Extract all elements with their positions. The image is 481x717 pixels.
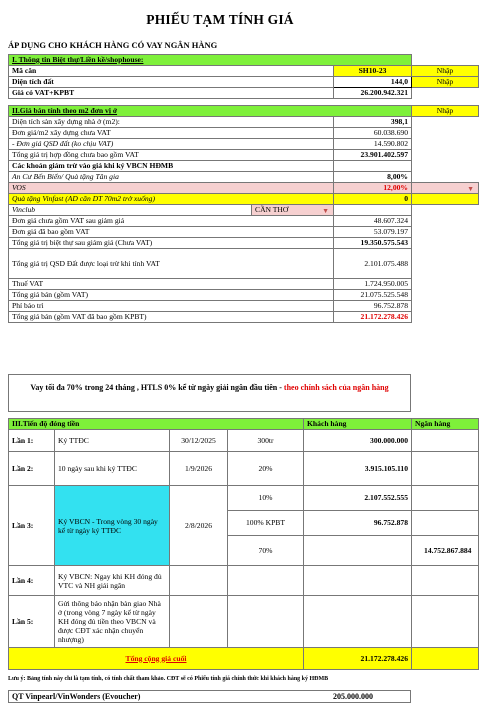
table-row [9,194,479,205]
input-button[interactable]: Nhập [412,106,479,117]
vos-dropdown[interactable] [412,183,479,194]
row-label: Tổng giá bán (gồm VAT đã bao gồm KPBT) [9,312,334,323]
customer-amount [304,596,412,648]
col-customer-header: Khách hàng [304,419,412,430]
round-label: Lần 1: [9,430,55,452]
section2-header: II.Giá bán tính theo m2 đơn vị ở [9,106,412,117]
round-desc: Ký VBCN: Ngay khi KH đóng đủ VTC và NH giải ngân [55,566,170,596]
round-date: 1/9/2026 [170,452,228,486]
row-value: 19.350.575.543 [334,238,412,249]
table-row [9,279,479,290]
total-value: 21.172.278.426 [304,648,412,670]
table-row [9,227,479,238]
table-row [9,486,479,511]
row-value: 23.901.402.597 [334,150,412,161]
row-label: Tổng giá trị QSD Đất được loại trừ khi tính VAT [9,249,334,279]
dropdown-arrow-icon[interactable]: ▼ [467,185,475,193]
page-title: PHIẾU TẠM TÍNH GIÁ [146,12,294,27]
table-row [9,249,479,279]
vinclub-dropdown[interactable]: CẦN THƠ ▼ [252,205,334,216]
table-row [9,648,479,670]
row-label: Tổng giá trị hợp đồng chưa bao gồm VAT [9,150,334,161]
total-label: Tổng cộng giá cuối [9,648,304,670]
round-pct [228,596,304,648]
round-date: 2/8/2026 [170,486,228,566]
round-desc: 10 ngày sau khi ký TTĐC [55,452,170,486]
row-value: 53.079.197 [334,227,412,238]
round-desc: Ký TTĐC [55,430,170,452]
table-row [9,150,479,161]
row-label: Tổng giá trị biệt thự sau giảm giá (Chưa VAT) [9,238,334,249]
round-label: Lần 3: [9,486,55,566]
row-value: 60.038.690 [334,128,412,139]
footnote: Lưu ý: Bảng tính này chỉ là tạm tính, có tính chất tham khảo. CĐT sẽ có Phiếu tính giá chính thức khi khách hàng ký HĐMB [8,676,329,682]
vinfast-gift-cell[interactable]: 0 [334,194,412,205]
table-row [9,161,479,172]
row-label: Tổng giá bán (gồm VAT) [9,290,334,301]
voucher-label: QT Vinpearl/VinWonders (Evoucher) [12,692,141,701]
section3-header: III.Tiến độ đóng tiền [9,419,304,430]
row-value: 26.200.942.321 [334,88,412,99]
discount-cell[interactable]: 8,00% [334,172,412,183]
voucher-row [8,690,411,703]
row-value: 14.590.802 [334,139,412,150]
row-label: Phí bảo trì [9,301,334,312]
customer-amount: 96.752.878 [304,511,412,536]
round-date [170,566,228,596]
input-button[interactable]: Nhập [412,77,479,88]
customer-amount: 3.915.105.110 [304,452,412,486]
pricing-table [8,54,479,323]
table-row [9,430,479,452]
customer-amount [304,566,412,596]
dropdown-arrow-icon[interactable]: ▼ [322,207,329,215]
table-row [9,88,479,99]
table-row [9,301,479,312]
land-area-cell[interactable]: 144,0 [334,77,412,88]
table-row [9,66,479,77]
row-label: Thuế VAT [9,279,334,290]
round-pct [228,566,304,596]
row-value: 2.101.075.488 [334,249,412,279]
customer-amount [304,536,412,566]
voucher-value: 205.000.000 [333,692,373,701]
section1-header: I. Thông tin Biệt thự/Liền kề/shophouse: [9,55,412,66]
table-row [9,312,479,323]
col-bank-header: Ngân hàng [412,419,479,430]
table-row [9,596,479,648]
bank-amount [412,430,479,452]
bank-amount [412,511,479,536]
bank-amount [412,566,479,596]
table-row [9,216,479,227]
bank-amount [412,452,479,486]
round-desc: Ký VBCN - Trong vòng 30 ngày kể từ ngày ký TTĐC [55,486,170,566]
customer-amount: 2.107.552.555 [304,486,412,511]
total-price-value: 21.172.278.426 [334,312,412,323]
row-value: 21.075.525.548 [334,290,412,301]
row-label: Đơn giá chưa gồm VAT sau giảm giá [9,216,334,227]
table-row [9,566,479,596]
round-pct: 20% [228,452,304,486]
input-button[interactable]: Nhập [412,66,479,77]
row-value: 48.607.324 [334,216,412,227]
round-date [170,596,228,648]
bank-amount [412,486,479,511]
customer-amount: 300.000.000 [304,430,412,452]
row-label: Đơn giá/m2 xây dựng chưa VAT [9,128,334,139]
table-row [9,77,479,88]
table-row [9,238,479,249]
round-label: Lần 5: [9,596,55,648]
table-row [9,452,479,486]
round-date: 30/12/2025 [170,430,228,452]
row-value: 1.724.950.005 [334,279,412,290]
row-label: VOS [9,183,334,194]
row-label: Diện tích sàn xây dựng nhà ở (m2): [9,117,334,128]
bank-amount: 14.752.867.884 [412,536,479,566]
row-label: Các khoản giảm trừ vào giá khi ký VBCN HĐMB [9,161,334,172]
round-desc: Gửi thông báo nhận bàn giao Nhà ở (trong vòng 7 ngày kể từ ngày KH đóng đủ tiền theo VBCN và được CĐT xác nhận chuyển nhượng) [55,596,170,648]
row-label: Quà tặng Vinfast (AD căn DT 70m2 trở xuống) [9,194,334,205]
round-label: Lần 4: [9,566,55,596]
payment-schedule-table [8,418,479,670]
table-row [9,183,479,194]
table-row [9,290,479,301]
round-pct: 70% [228,536,304,566]
round-pct: 100% KPBT [228,511,304,536]
vos-cell[interactable]: 12,00% [334,183,412,194]
row-value: 398,1 [334,117,412,128]
bank-amount [412,596,479,648]
table-row [9,172,479,183]
table-row [9,128,479,139]
loan-note: Vay tối đa 70% trong 24 tháng , HTLS 0% kể từ ngày giải ngân đầu tiên - theo chính sách của ngân hàng [8,374,411,412]
row-label: Diện tích đất [9,77,334,88]
unit-code-cell[interactable]: SH10-23 [334,66,412,77]
table-row [9,117,479,128]
row-label: An Cư Bến Biển/ Quà tặng Tân gia [9,172,334,183]
row-label: Đơn giá đã bao gồm VAT [9,227,334,238]
table-row [9,139,479,150]
page-subtitle: ÁP DỤNG CHO KHÁCH HÀNG CÓ VAY NGÂN HÀNG [8,40,218,50]
round-pct: 300tr [228,430,304,452]
row-label: - Đơn giá QSD đất (ko chịu VAT) [9,139,334,150]
round-pct: 10% [228,486,304,511]
round-label: Lần 2: [9,452,55,486]
row-label: Mã căn [9,66,334,77]
row-value: 96.752.878 [334,301,412,312]
row-label: Vinclub [9,205,252,216]
table-row [9,205,479,216]
row-label: Giá có VAT+KPBT [9,88,334,99]
